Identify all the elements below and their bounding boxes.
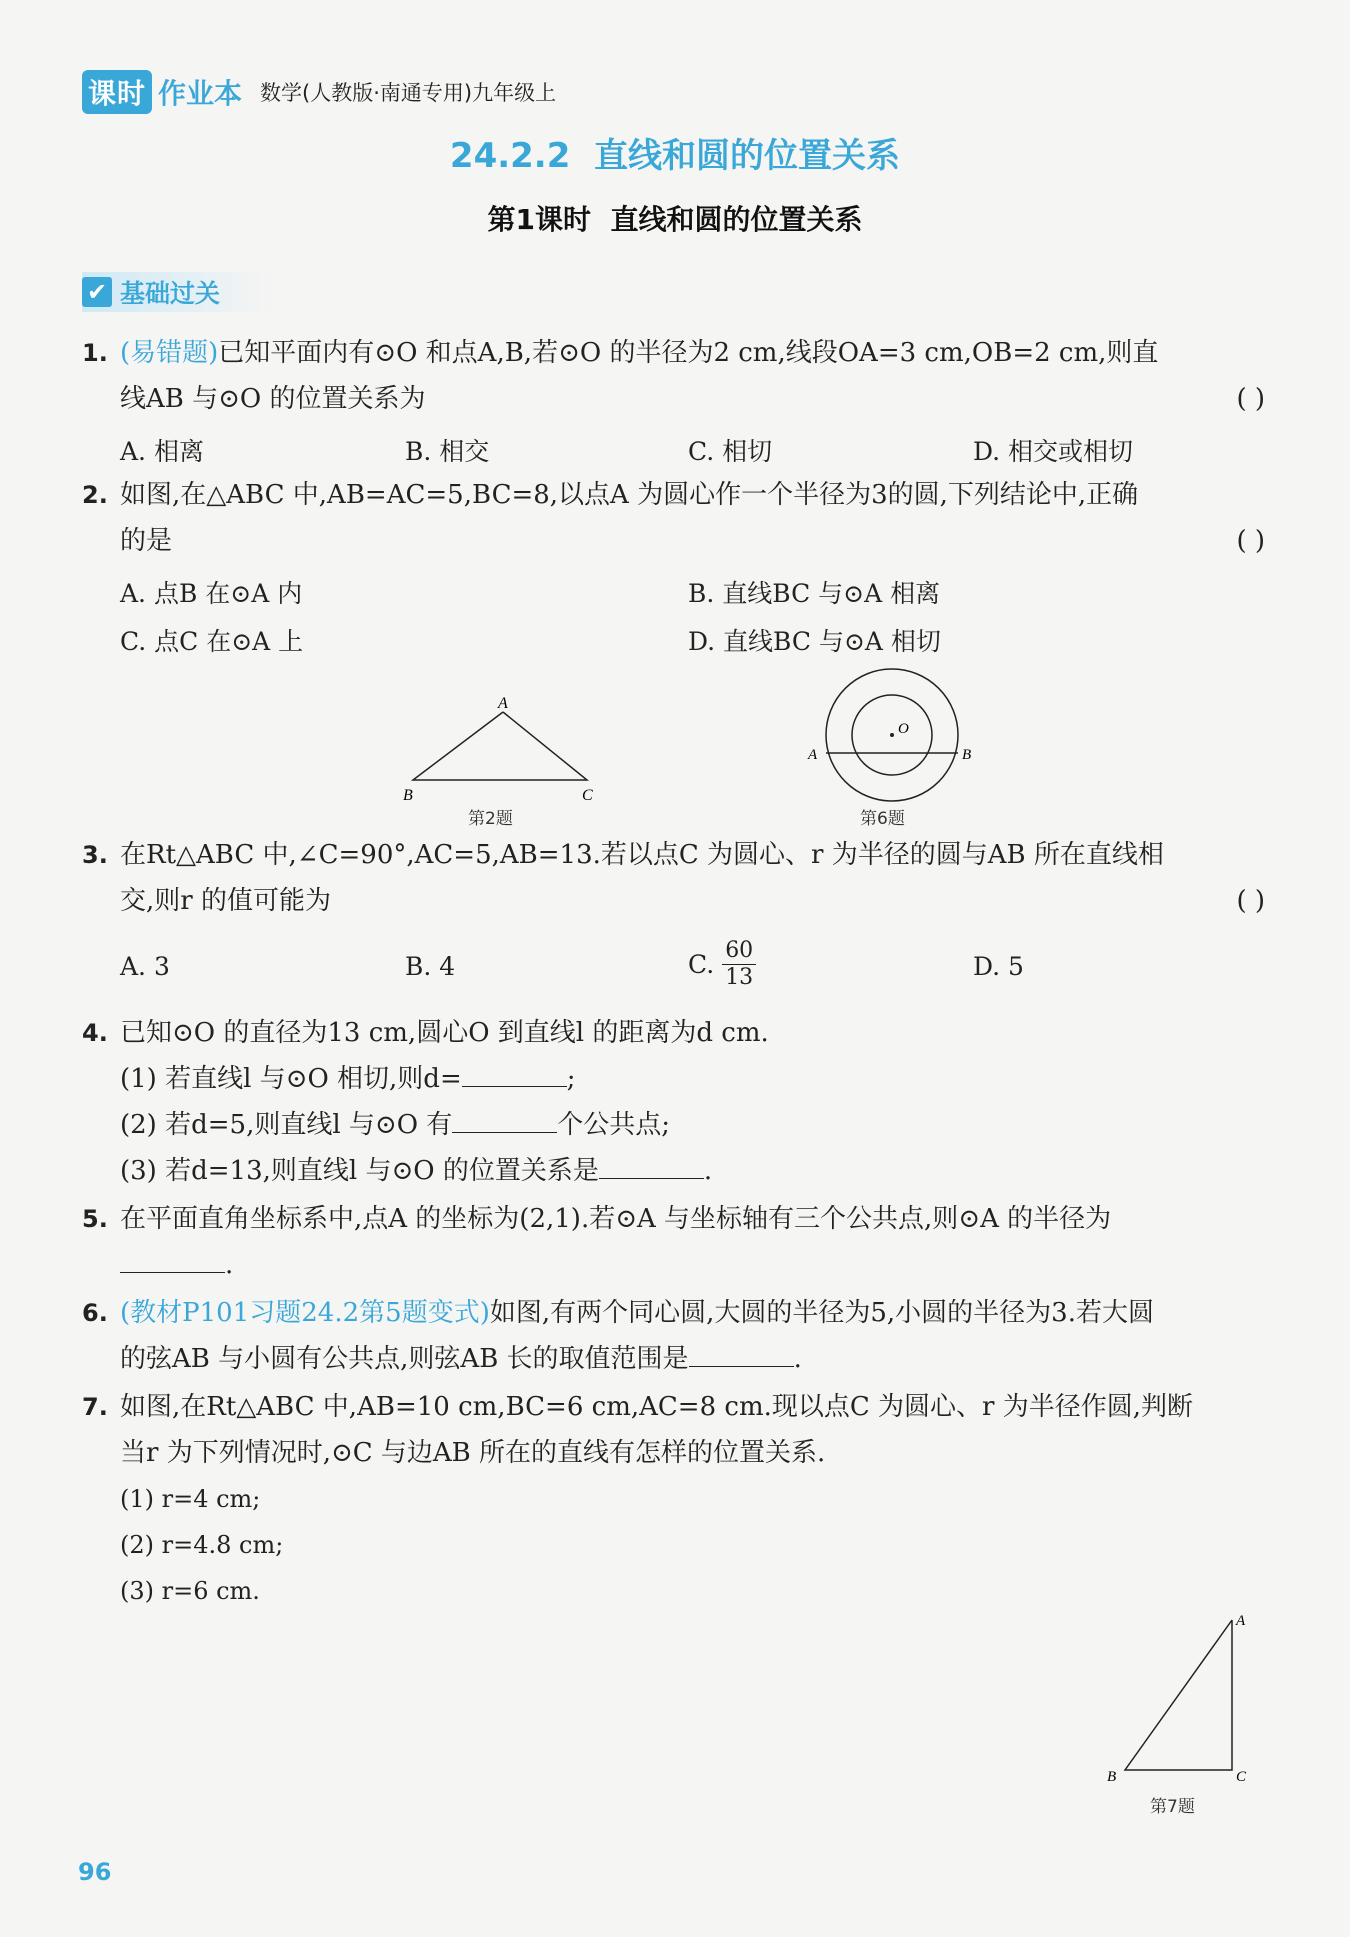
question-text: 的是 xyxy=(120,526,173,556)
header xyxy=(82,70,556,114)
sub-question-2: (2) 若d=5,则直线l 与⊙O 有 xyxy=(120,1110,453,1140)
answer-paren: ( ) xyxy=(1236,886,1265,916)
question-text: 如图,有两个同心圆,大圆的半径为5,小圆的半径为3.若大圆 xyxy=(489,1298,1154,1328)
question-text: 如图,在△ABC 中,AB=AC=5,BC=8,以点A 为圆心作一个半径为3的圆,下列结论中,正确 xyxy=(120,480,1139,510)
option-a: A. 相离 xyxy=(120,437,204,466)
logo: 课时 xyxy=(82,70,152,114)
question-text: 当r 为下列情况时,⊙C 与边AB 所在的直线有怎样的位置关系. xyxy=(120,1438,826,1468)
question-text: 的弦AB 与小圆有公共点,则弦AB 长的取值范围是 xyxy=(120,1344,689,1374)
option-d: D. 相交或相切 xyxy=(973,437,1134,466)
question-number: 7. xyxy=(82,1393,108,1421)
option-b: B. 4 xyxy=(405,952,456,981)
label-a: A xyxy=(498,695,508,712)
question-text: 已知平面内有⊙O 和点A,B,若⊙O 的半径为2 cm,线段OA=3 cm,OB=2 cm,则直 xyxy=(218,338,1159,368)
question-number: 5. xyxy=(82,1205,108,1233)
figure-caption: 第2题 xyxy=(468,809,513,829)
question-tag: (易错题) xyxy=(120,338,219,368)
label-c: C xyxy=(1236,1769,1247,1785)
section-title: 24.2.2 直线和圆的位置关系 xyxy=(449,136,901,176)
checkbox-icon: ✔ xyxy=(82,277,112,307)
page-number: 96 xyxy=(78,1858,112,1886)
option-c: C. 点C 在⊙A 上 xyxy=(120,627,304,656)
question-2 xyxy=(82,472,1265,564)
sub-question-1: (1) r=4 cm; xyxy=(120,1485,261,1513)
label-o: O xyxy=(898,721,909,737)
option-b: B. 相交 xyxy=(405,437,490,466)
option-c: C. 相切 xyxy=(688,437,773,466)
sub-question-2: (2) r=4.8 cm; xyxy=(120,1531,284,1559)
punct: 个公共点; xyxy=(557,1110,671,1140)
answer-blank[interactable] xyxy=(452,1108,557,1133)
label-b: B xyxy=(1107,1769,1117,1785)
label-b: B xyxy=(403,787,413,804)
fraction-numerator: 60 xyxy=(722,938,756,965)
punct: ; xyxy=(566,1064,576,1094)
question-text: 如图,在Rt△ABC 中,AB=10 cm,BC=6 cm,AC=8 cm.现以点C 为圆心、r 为半径作圆,判断 xyxy=(120,1392,1193,1422)
option-d: D. 5 xyxy=(973,952,1024,981)
question-number: 4. xyxy=(82,1019,108,1047)
answer-blank[interactable] xyxy=(689,1342,794,1367)
fraction-denominator: 13 xyxy=(725,965,754,990)
question-number: 3. xyxy=(82,841,108,869)
question-1 xyxy=(82,330,1265,422)
figure-7-right-triangle xyxy=(1095,1605,1255,1790)
answer-blank[interactable] xyxy=(599,1154,704,1179)
question-5 xyxy=(82,1196,1265,1288)
sub-question-3: (3) r=6 cm. xyxy=(120,1577,260,1605)
option-label: C. xyxy=(688,950,715,979)
question-text: 线AB 与⊙O 的位置关系为 xyxy=(120,384,426,414)
figure-2-triangle xyxy=(395,690,615,810)
sub-question-1: (1) 若直线l 与⊙O 相切,则d= xyxy=(120,1064,462,1094)
figure-caption: 第6题 xyxy=(860,809,905,829)
question-text: 交,则r 的值可能为 xyxy=(120,886,331,916)
question-6 xyxy=(82,1290,1265,1382)
option-b: B. 直线BC 与⊙A 相离 xyxy=(688,579,941,608)
option-a: A. 3 xyxy=(120,952,170,981)
figure-6-concentric-circles xyxy=(800,665,990,810)
question-tag: (教材P101习题24.2第5题变式) xyxy=(120,1298,490,1328)
answer-blank[interactable] xyxy=(120,1248,225,1273)
question-number: 2. xyxy=(82,481,108,509)
label-b: B xyxy=(962,747,972,763)
punct: . xyxy=(225,1250,234,1280)
answer-blank[interactable] xyxy=(462,1062,567,1087)
punct: . xyxy=(703,1156,713,1186)
answer-paren: ( ) xyxy=(1236,384,1265,414)
book-name: 作业本 xyxy=(158,77,243,110)
sub-question-3: (3) 若d=13,则直线l 与⊙O 的位置关系是 xyxy=(120,1156,599,1186)
question-number: 6. xyxy=(82,1299,108,1327)
option-c xyxy=(688,938,756,991)
answer-paren: ( ) xyxy=(1236,526,1265,556)
label-a: A xyxy=(1236,1613,1246,1629)
figure-caption: 第7题 xyxy=(1150,1797,1195,1817)
section-badge xyxy=(82,272,272,312)
question-3 xyxy=(82,832,1265,924)
question-text: 在Rt△ABC 中,∠C=90°,AC=5,AB=13.若以点C 为圆心、r 为半径的圆与AB 所在直线相 xyxy=(120,840,1164,870)
question-4 xyxy=(82,1010,1265,1194)
option-a: A. 点B 在⊙A 内 xyxy=(120,579,303,608)
punct: . xyxy=(793,1344,802,1374)
badge-label: 基础过关 xyxy=(120,279,221,308)
label-a: A xyxy=(808,747,818,763)
question-7 xyxy=(82,1384,1265,1614)
question-text: 已知⊙O 的直径为13 cm,圆心O 到直线l 的距离为d cm. xyxy=(120,1018,769,1048)
option-d: D. 直线BC 与⊙A 相切 xyxy=(688,627,941,656)
lesson-title: 第1课时 直线和圆的位置关系 xyxy=(487,203,863,236)
question-number: 1. xyxy=(82,339,108,367)
question-text: 在平面直角坐标系中,点A 的坐标为(2,1).若⊙A 与坐标轴有三个公共点,则⊙A 的半径为 xyxy=(120,1204,1112,1234)
fraction xyxy=(722,938,756,991)
label-c: C xyxy=(582,787,593,804)
book-subtitle: 数学(人教版·南通专用)九年级上 xyxy=(260,81,557,105)
